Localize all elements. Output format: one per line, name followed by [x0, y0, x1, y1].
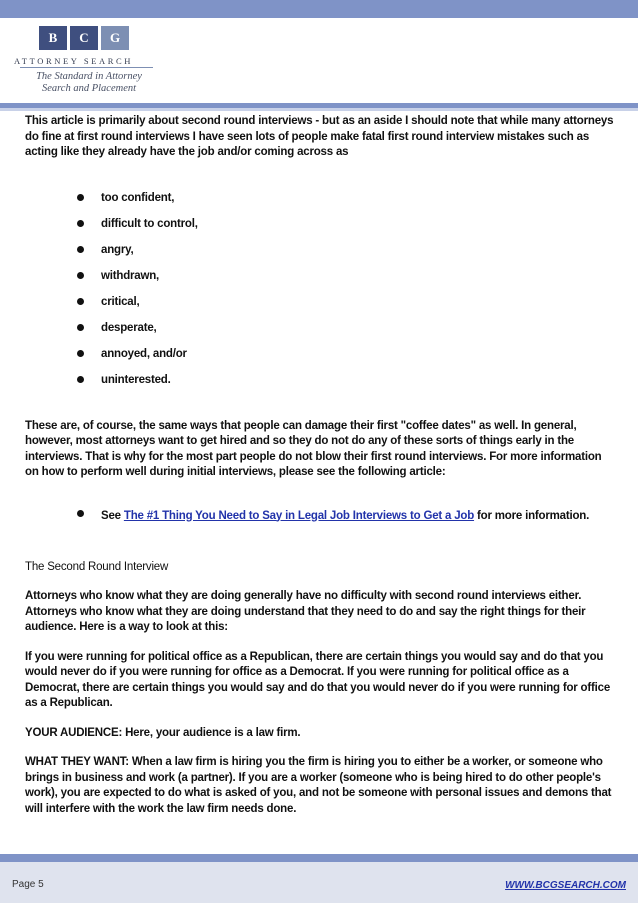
political-analogy-paragraph: If you were running for political office as a Republican, there are certain things you would say and do that you would never do if you were running for office as a Democrat. If you were running for political office as a Democrat, there are certain things you would say and do that you would never do if you were running for office as a Republican. — [25, 650, 611, 709]
list-item — [75, 191, 615, 217]
bullet-icon — [77, 510, 84, 517]
article-link[interactable]: The #1 Thing You Need to Say in Legal Job Interviews to Get a Job — [123, 509, 475, 522]
see-prefix: See — [101, 509, 121, 522]
bullet-icon — [77, 350, 84, 357]
bullet-icon — [77, 298, 84, 305]
list-item — [75, 269, 615, 295]
list-item-text: annoyed, and/or — [101, 347, 187, 360]
bullet-icon — [77, 324, 84, 331]
mistake-list — [75, 191, 615, 399]
what-they-want-paragraph: WHAT THEY WANT: When a law firm is hiring you the firm is hiring you to either be a worker, or someone who brings in business and work (a partner). If you are a worker (someone who is being hired to do other people's work), you are expected to do what is asked of you, and not be someone with personal issues and demons that will interfere with the work the law firm needs done. — [25, 756, 612, 815]
logo-tagline — [14, 71, 164, 95]
list-item-text: uninterested. — [101, 373, 171, 386]
logo-letter-b: B — [39, 26, 67, 50]
logo-divider — [20, 67, 153, 68]
see-also-list — [75, 508, 615, 524]
logo-letter-boxes — [39, 26, 129, 50]
bullet-icon — [77, 194, 84, 201]
list-item-text: angry, — [101, 243, 134, 256]
audience-paragraph: YOUR AUDIENCE: Here, your audience is a law firm. — [25, 726, 301, 739]
tagline-line-1: The Standard in Attorney — [36, 71, 142, 82]
list-item — [75, 321, 615, 347]
logo-subtitle: ATTORNEY SEARCH — [14, 56, 134, 66]
second-round-paragraph: Attorneys who know what they are doing generally have no difficulty with second round interviews either. Attorneys who know what they are doing understand that they need to do and say the right things for their audience. Here is a way to look at this: — [25, 590, 586, 633]
list-item-text: too confident, — [101, 191, 175, 204]
list-item — [75, 347, 615, 373]
bullet-icon — [77, 272, 84, 279]
intro-paragraph: This article is primarily about second round interviews - but as an aside I should note that while many attorneys do fine at first round interviews I have seen lots of people make fatal first round interview mistakes such as acting like they already have the job and/or coming across as — [25, 115, 614, 158]
website-link[interactable]: WWW.BCGSEARCH.COM — [505, 880, 626, 891]
bcg-logo — [14, 26, 164, 98]
list-item-text: difficult to control, — [101, 217, 198, 230]
followup-paragraph: These are, of course, the same ways that people can damage their first "coffee dates" as well. In general, however, most attorneys want to get hired and so they do not do any of these sorts of things early in the interviews. That is why for the most part people do not blow their first round interviews. For more information on how to perform well during initial interviews, please see the following article: — [25, 419, 602, 478]
list-item — [75, 295, 615, 321]
logo-letter-c: C — [70, 26, 98, 50]
page-number: Page 5 — [12, 879, 44, 890]
header-rule-light — [0, 108, 638, 111]
list-item-text: desperate, — [101, 321, 157, 334]
article-body — [25, 114, 615, 817]
list-item — [75, 373, 615, 399]
header-band — [0, 0, 638, 18]
bullet-icon — [77, 220, 84, 227]
bullet-icon — [77, 376, 84, 383]
see-suffix: for more information. — [477, 509, 590, 522]
see-also-item — [75, 508, 615, 524]
tagline-line-2: Search and Placement — [41, 83, 137, 94]
list-item-text: withdrawn, — [101, 269, 160, 282]
bullet-icon — [77, 246, 84, 253]
footer-band — [0, 854, 638, 862]
section-heading: The Second Round Interview — [25, 560, 169, 573]
list-item — [75, 217, 615, 243]
list-item-text: critical, — [101, 295, 140, 308]
logo-letter-g: G — [101, 26, 129, 50]
list-item — [75, 243, 615, 269]
